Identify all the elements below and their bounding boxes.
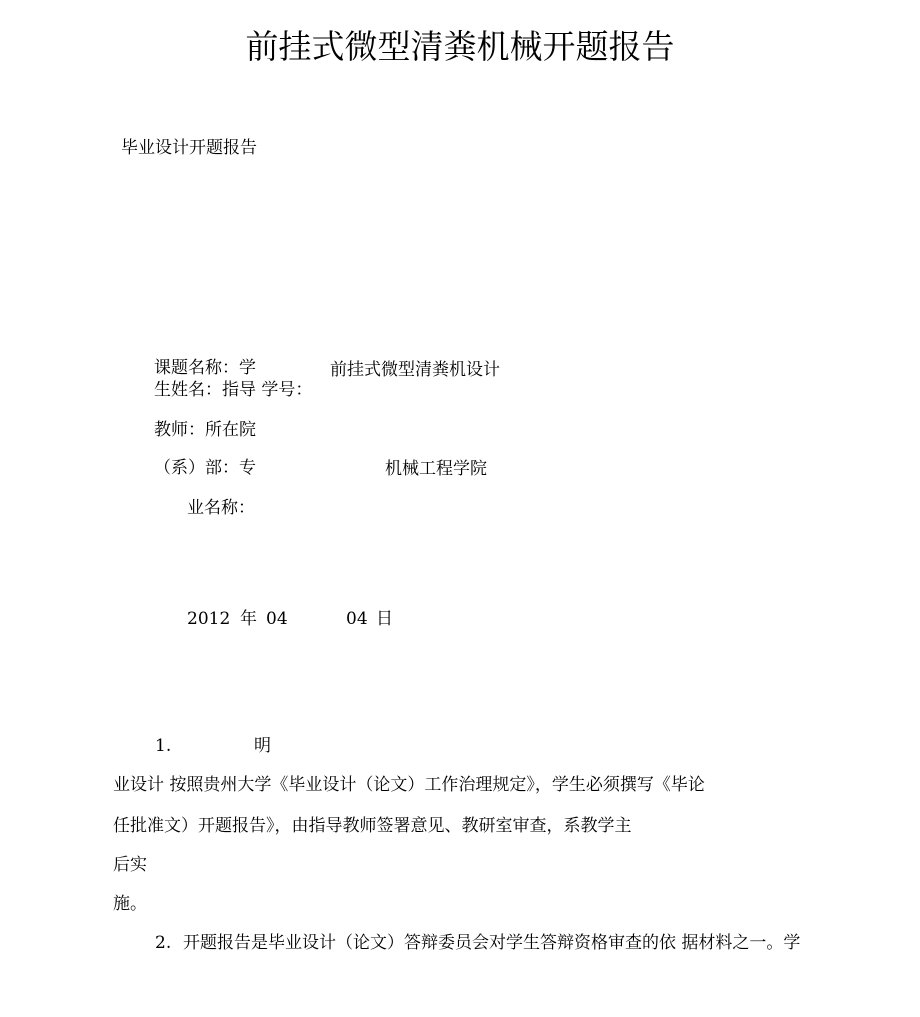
paragraph-line: 后实 [113, 855, 147, 875]
major-label: 业名称： [187, 498, 255, 518]
paragraph-line: 任批准文）开题报告》，由指导教师签署意见、教研室审查，系教学主 [113, 816, 632, 836]
advisor-label: 教师：所在院 [154, 420, 256, 440]
topic-value: 前挂式微型清粪机设计 [330, 360, 500, 380]
date-day: 04 [346, 609, 368, 629]
item2-text: 开题报告是毕业设计（论文）答辩委员会对学生答辩资格审查的依 据材料之一。学 [183, 933, 801, 953]
item2-number: 2. [155, 933, 172, 953]
item1-number: 1. [155, 736, 172, 756]
document-subtitle: 毕业设计开题报告 [121, 138, 257, 158]
paragraph-line: 业设计 按照贵州大学《毕业设计（论文）工作治理规定》，学生必须撰写《毕论 [113, 775, 705, 795]
date-year: 2012 [187, 609, 231, 629]
date-year-unit: 年 [240, 609, 257, 629]
date-month: 04 [266, 609, 288, 629]
student-name-label: 生姓名：指导 学号： [154, 380, 313, 400]
item1-heading: 明 [254, 736, 271, 756]
document-title: 前挂式微型清粪机械开题报告 [245, 27, 675, 66]
department-label: （系）部：专 [154, 458, 256, 478]
topic-label: 课题名称：学 [154, 358, 256, 378]
college-value: 机械工程学院 [385, 459, 487, 479]
paragraph-line: 施。 [113, 894, 147, 914]
date-day-unit: 日 [376, 609, 393, 629]
